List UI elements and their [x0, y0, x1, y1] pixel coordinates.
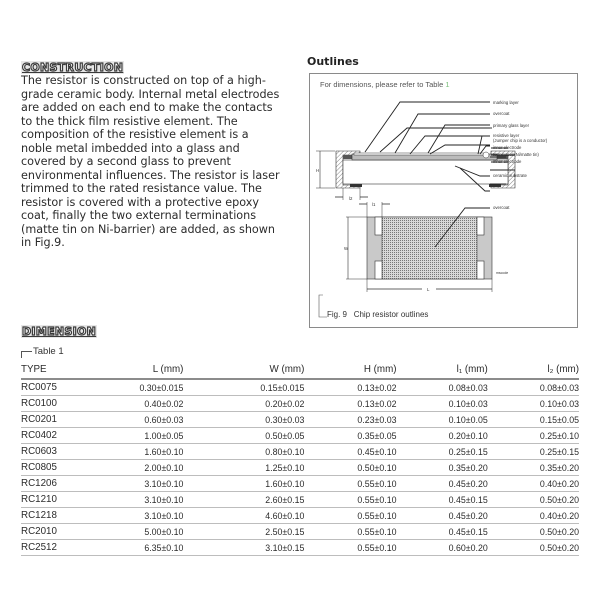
label-termination: termination(Ni/matte tin)	[493, 152, 539, 157]
cell-l1: 0.45±0.20	[397, 508, 488, 524]
cell-w: 0.30±0.03	[183, 412, 304, 428]
dimension-table	[21, 361, 579, 556]
table-row	[21, 508, 579, 524]
dimension-heading: DIMENSION	[22, 325, 97, 338]
cell-h: 0.50±0.10	[304, 460, 396, 476]
dim-label-l1: l1	[372, 202, 376, 207]
label-overcoat: overcoat	[493, 111, 510, 116]
cell-l1: 0.45±0.15	[397, 524, 488, 540]
construction-heading: CONSTRUCTION	[22, 61, 124, 74]
cell-l2: 0.25±0.10	[488, 428, 579, 444]
cell-l: 3.10±0.10	[57, 508, 183, 524]
cell-l1: 0.10±0.03	[397, 396, 488, 412]
figure-caption	[327, 310, 428, 319]
dim-label-h: H	[316, 168, 320, 173]
cell-l2: 0.40±0.20	[488, 508, 579, 524]
cell-h: 0.35±0.05	[304, 428, 396, 444]
dim-label-l2: l2	[349, 196, 353, 201]
cell-l: 3.10±0.10	[57, 476, 183, 492]
figure-code: mscode	[496, 271, 509, 275]
cell-l: 0.30±0.015	[57, 379, 183, 396]
label-primary-glass-layer: primary glass layer	[493, 123, 530, 128]
cell-w: 0.80±0.10	[183, 444, 304, 460]
cell-type: RC2512	[21, 540, 57, 556]
cell-l1: 0.20±0.10	[397, 428, 488, 444]
cell-h: 0.55±0.10	[304, 476, 396, 492]
cell-l1: 0.45±0.15	[397, 492, 488, 508]
chip-resistor-diagram	[310, 74, 579, 329]
cell-l: 3.10±0.10	[57, 492, 183, 508]
cell-w: 0.50±0.05	[183, 428, 304, 444]
cell-type: RC0603	[21, 444, 57, 460]
cell-w: 2.60±0.15	[183, 492, 304, 508]
cell-type: RC1218	[21, 508, 57, 524]
cell-l: 0.40±0.02	[57, 396, 183, 412]
cell-w: 4.60±0.10	[183, 508, 304, 524]
table-row	[21, 444, 579, 460]
cell-l: 5.00±0.10	[57, 524, 183, 540]
cell-l2: 0.35±0.20	[488, 460, 579, 476]
cell-type: RC1206	[21, 476, 57, 492]
cell-l1: 0.35±0.20	[397, 460, 488, 476]
caption-bracket-icon	[21, 351, 32, 358]
cell-l1: 0.45±0.20	[397, 476, 488, 492]
column-header-l1: l₁ (mm)	[397, 361, 488, 379]
cell-h: 0.55±0.10	[304, 508, 396, 524]
cell-l: 1.00±0.05	[57, 428, 183, 444]
cell-h: 0.13±0.02	[304, 396, 396, 412]
cross-section-view	[316, 100, 548, 201]
column-header-l: L (mm)	[57, 361, 183, 379]
column-header-type: TYPE	[21, 361, 57, 379]
dim-label-w: W	[344, 246, 349, 251]
cell-l1: 0.60±0.20	[397, 540, 488, 556]
cell-l: 6.35±0.10	[57, 540, 183, 556]
dim-label-l: L	[427, 287, 430, 292]
label-inner-electrode-bottom: inner electrode	[493, 159, 522, 164]
cell-l2: 0.50±0.20	[488, 540, 579, 556]
table-row	[21, 379, 579, 396]
outline-figure	[309, 73, 578, 328]
column-header-h: H (mm)	[304, 361, 396, 379]
cell-w: 2.50±0.15	[183, 524, 304, 540]
table-row	[21, 476, 579, 492]
cell-w: 1.60±0.10	[183, 476, 304, 492]
cell-w: 0.15±0.015	[183, 379, 304, 396]
cell-type: RC0201	[21, 412, 57, 428]
cell-w: 3.10±0.15	[183, 540, 304, 556]
cell-l2: 0.15±0.05	[488, 412, 579, 428]
cell-w: 0.20±0.02	[183, 396, 304, 412]
outlines-title: Outlines	[307, 55, 359, 68]
cell-type: RC0805	[21, 460, 57, 476]
cell-l2: 0.50±0.20	[488, 492, 579, 508]
cell-l1: 0.08±0.03	[397, 379, 488, 396]
column-header-w: W (mm)	[183, 361, 304, 379]
cell-h: 0.23±0.03	[304, 412, 396, 428]
label-inner-electrode-top: inner electrode	[493, 145, 522, 150]
label-ceramic-substrate: ceramic substrate	[493, 173, 527, 178]
cell-l2: 0.50±0.20	[488, 524, 579, 540]
cell-h: 0.55±0.10	[304, 540, 396, 556]
table-row	[21, 460, 579, 476]
table-row	[21, 396, 579, 412]
table-row	[21, 412, 579, 428]
table-row	[21, 524, 579, 540]
cell-h: 0.55±0.10	[304, 524, 396, 540]
table-reference-link[interactable]: 1	[445, 80, 450, 89]
cell-l2: 0.10±0.03	[488, 396, 579, 412]
cell-type: RC2010	[21, 524, 57, 540]
table-row	[21, 540, 579, 556]
cell-l1: 0.10±0.05	[397, 412, 488, 428]
cell-l: 1.60±0.10	[57, 444, 183, 460]
construction-paragraph: The resistor is constructed on top of a high-grade ceramic body. Internal metal electrodes are added on each end to make the contacts to the thick film resistive element. The composition of the resistive element is a noble metal imbedded into a glass and covered by a second glass to prevent environmental influences. The resistor is laser trimmed to the rated resistance value. The resistor is covered with a protective epoxy coat, finally the two external terminations (matte tin on Ni-barrier) are added, as shown in Fig.9.	[21, 74, 280, 249]
cell-type: RC1210	[21, 492, 57, 508]
cell-l: 2.00±0.10	[57, 460, 183, 476]
label-overcoat-top: overcoat	[493, 205, 510, 210]
table-header-row	[21, 361, 579, 379]
label-resistive-layer: resistive layer	[493, 133, 520, 138]
table-caption-text: Table 1	[33, 346, 64, 357]
cell-h: 0.45±0.10	[304, 444, 396, 460]
label-marking-layer: marking layer	[493, 100, 519, 105]
cell-w: 1.25±0.10	[183, 460, 304, 476]
label-jumper-note: (Jumper chip is a conductor)	[493, 138, 548, 143]
cell-type: RC0402	[21, 428, 57, 444]
column-header-l2: l₂ (mm)	[488, 361, 579, 379]
cell-l2: 0.08±0.03	[488, 379, 579, 396]
cell-type: RC0100	[21, 396, 57, 412]
cell-type: RC0075	[21, 379, 57, 396]
table-caption	[21, 346, 64, 357]
figure-number: Fig. 9	[327, 310, 348, 319]
top-view	[319, 202, 510, 317]
cell-l2: 0.25±0.15	[488, 444, 579, 460]
cell-h: 0.13±0.02	[304, 379, 396, 396]
cell-h: 0.55±0.10	[304, 492, 396, 508]
table-row	[21, 428, 579, 444]
cell-l2: 0.40±0.20	[488, 476, 579, 492]
figure-title: Chip resistor outlines	[353, 310, 429, 319]
outline-note-text: For dimensions, please refer to Table	[320, 80, 446, 89]
cell-l: 0.60±0.03	[57, 412, 183, 428]
cell-l1: 0.25±0.15	[397, 444, 488, 460]
table-row	[21, 492, 579, 508]
